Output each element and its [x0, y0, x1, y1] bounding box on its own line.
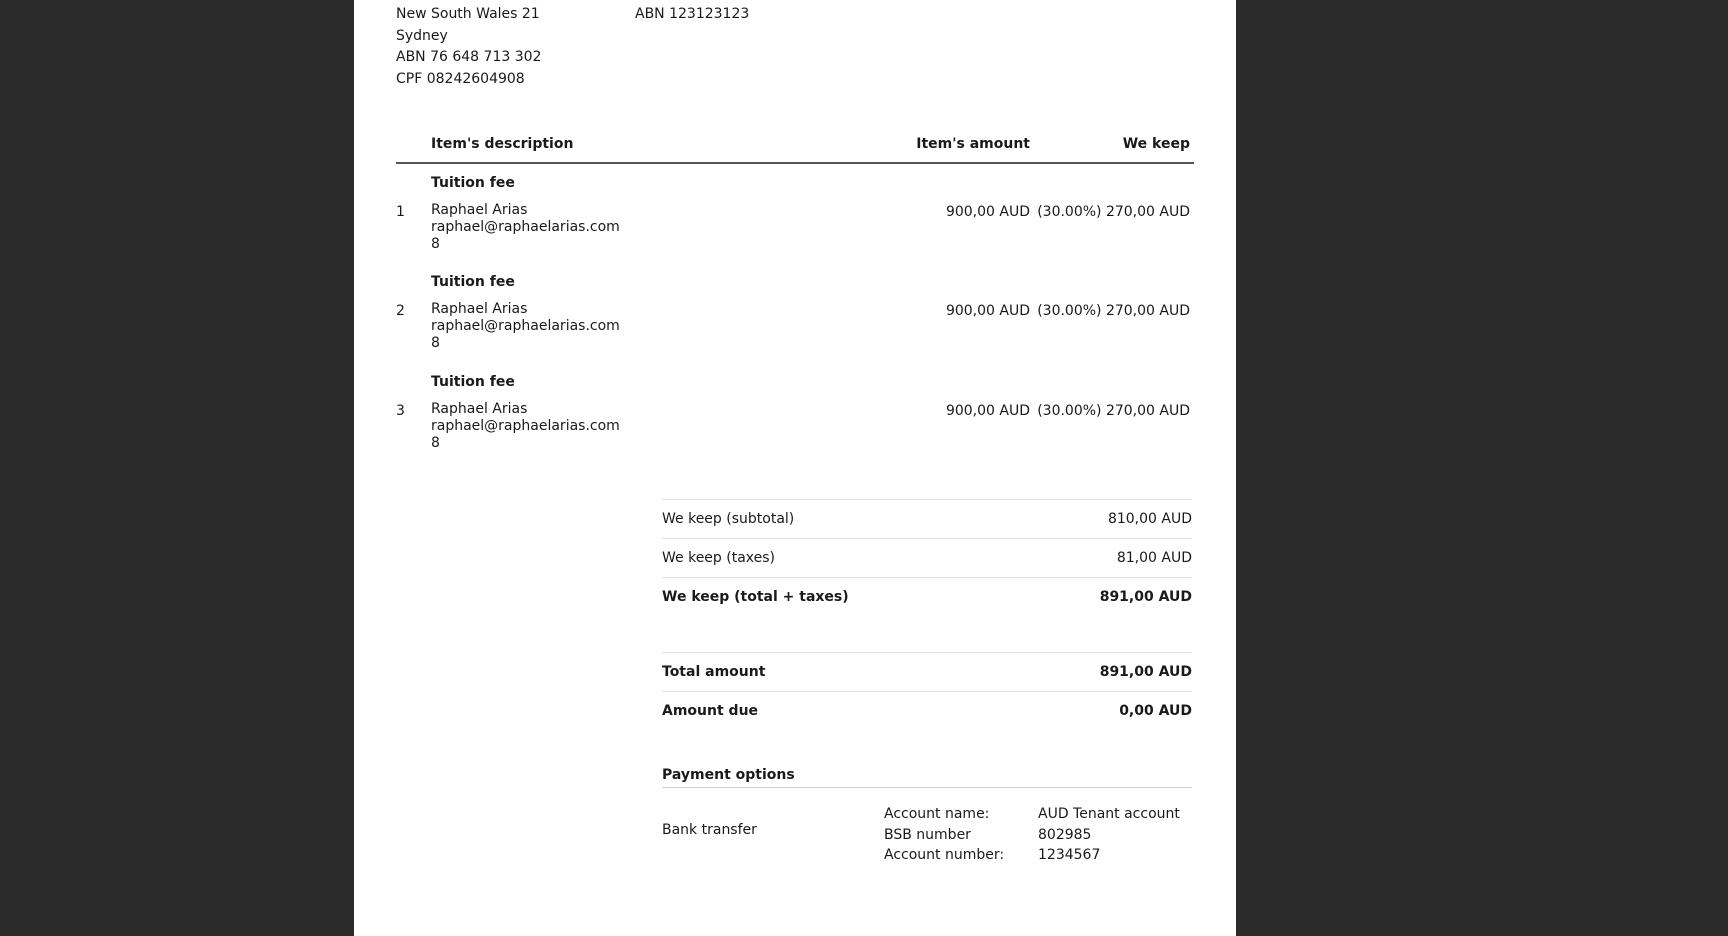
address-line: New South Wales 21 — [396, 6, 540, 22]
bsb-number-label: BSB number — [884, 826, 971, 843]
item-number: 1 — [396, 204, 405, 220]
table-row — [354, 374, 1236, 464]
item-we-keep: (30.00%) 270,00 AUD — [1037, 303, 1190, 319]
bank-field-values — [1038, 804, 1180, 866]
account-name-label: Account name: — [884, 806, 990, 822]
header-divider — [396, 162, 1194, 164]
payment-method: Bank transfer — [662, 822, 757, 838]
item-title: Tuition fee — [431, 274, 515, 290]
header-description: Item's description — [431, 136, 574, 152]
account-number-value: 1234567 — [1038, 847, 1101, 863]
item-we-keep: (30.00%) 270,00 AUD — [1037, 403, 1190, 419]
item-amount: 900,00 AUD — [945, 204, 1030, 220]
amount-due-value: 0,00 AUD — [1119, 703, 1192, 719]
amount-due-row — [662, 691, 1192, 731]
invoice-page — [354, 0, 1236, 936]
item-number: 3 — [396, 403, 405, 419]
total-with-taxes-row — [662, 577, 1192, 617]
account-name-value: AUD Tenant account — [1038, 806, 1180, 822]
table-row — [354, 175, 1236, 265]
account-number-label: Account number: — [884, 847, 1005, 863]
item-title: Tuition fee — [431, 374, 515, 390]
total-with-taxes-label: We keep (total + taxes) — [662, 589, 849, 605]
item-title: Tuition fee — [431, 175, 515, 191]
item-amount: 900,00 AUD — [945, 303, 1030, 319]
subtotal-label: We keep (subtotal) — [662, 511, 795, 527]
total-amount-value: 891,00 AUD — [1099, 664, 1192, 680]
address-line: CPF 08242604908 — [396, 70, 525, 87]
item-we-keep: (30.00%) 270,00 AUD — [1037, 204, 1190, 220]
item-customer — [431, 401, 620, 452]
payment-divider — [662, 787, 1192, 788]
taxes-row — [662, 538, 1192, 578]
issuer-address — [396, 4, 541, 90]
customer-email: raphael@raphaelarias.com — [431, 219, 620, 235]
taxes-value: 81,00 AUD — [1116, 550, 1192, 566]
total-amount-label: Total amount — [662, 664, 766, 680]
item-number: 2 — [396, 303, 405, 319]
address-line: Sydney — [396, 27, 448, 44]
payment-options-heading: Payment options — [662, 767, 795, 783]
bsb-number-value: 802985 — [1038, 826, 1092, 843]
header-we-keep: We keep — [1122, 136, 1190, 152]
recipient-abn: ABN 123123123 — [635, 6, 750, 22]
bank-field-labels — [884, 804, 1004, 866]
taxes-label: We keep (taxes) — [662, 550, 776, 566]
total-with-taxes-value: 891,00 AUD — [1099, 589, 1192, 605]
item-customer — [431, 202, 620, 253]
customer-email-tail: 8 — [431, 236, 440, 252]
customer-name: Raphael Arias — [431, 401, 528, 417]
customer-email: raphael@raphaelarias.com — [431, 418, 620, 434]
total-amount-row — [662, 652, 1192, 692]
item-amount: 900,00 AUD — [945, 403, 1030, 419]
amount-due-label: Amount due — [662, 703, 759, 719]
header-amount: Item's amount — [916, 136, 1030, 152]
customer-name: Raphael Arias — [431, 202, 528, 218]
item-customer — [431, 301, 620, 352]
customer-email-tail: 8 — [431, 335, 440, 351]
subtotal-value: 810,00 AUD — [1107, 511, 1192, 527]
address-line: ABN 76 648 713 302 — [396, 49, 542, 65]
customer-email: raphael@raphaelarias.com — [431, 318, 620, 334]
subtotal-row — [662, 499, 1192, 539]
customer-email-tail: 8 — [431, 435, 440, 451]
customer-name: Raphael Arias — [431, 301, 528, 317]
table-row — [354, 274, 1236, 364]
